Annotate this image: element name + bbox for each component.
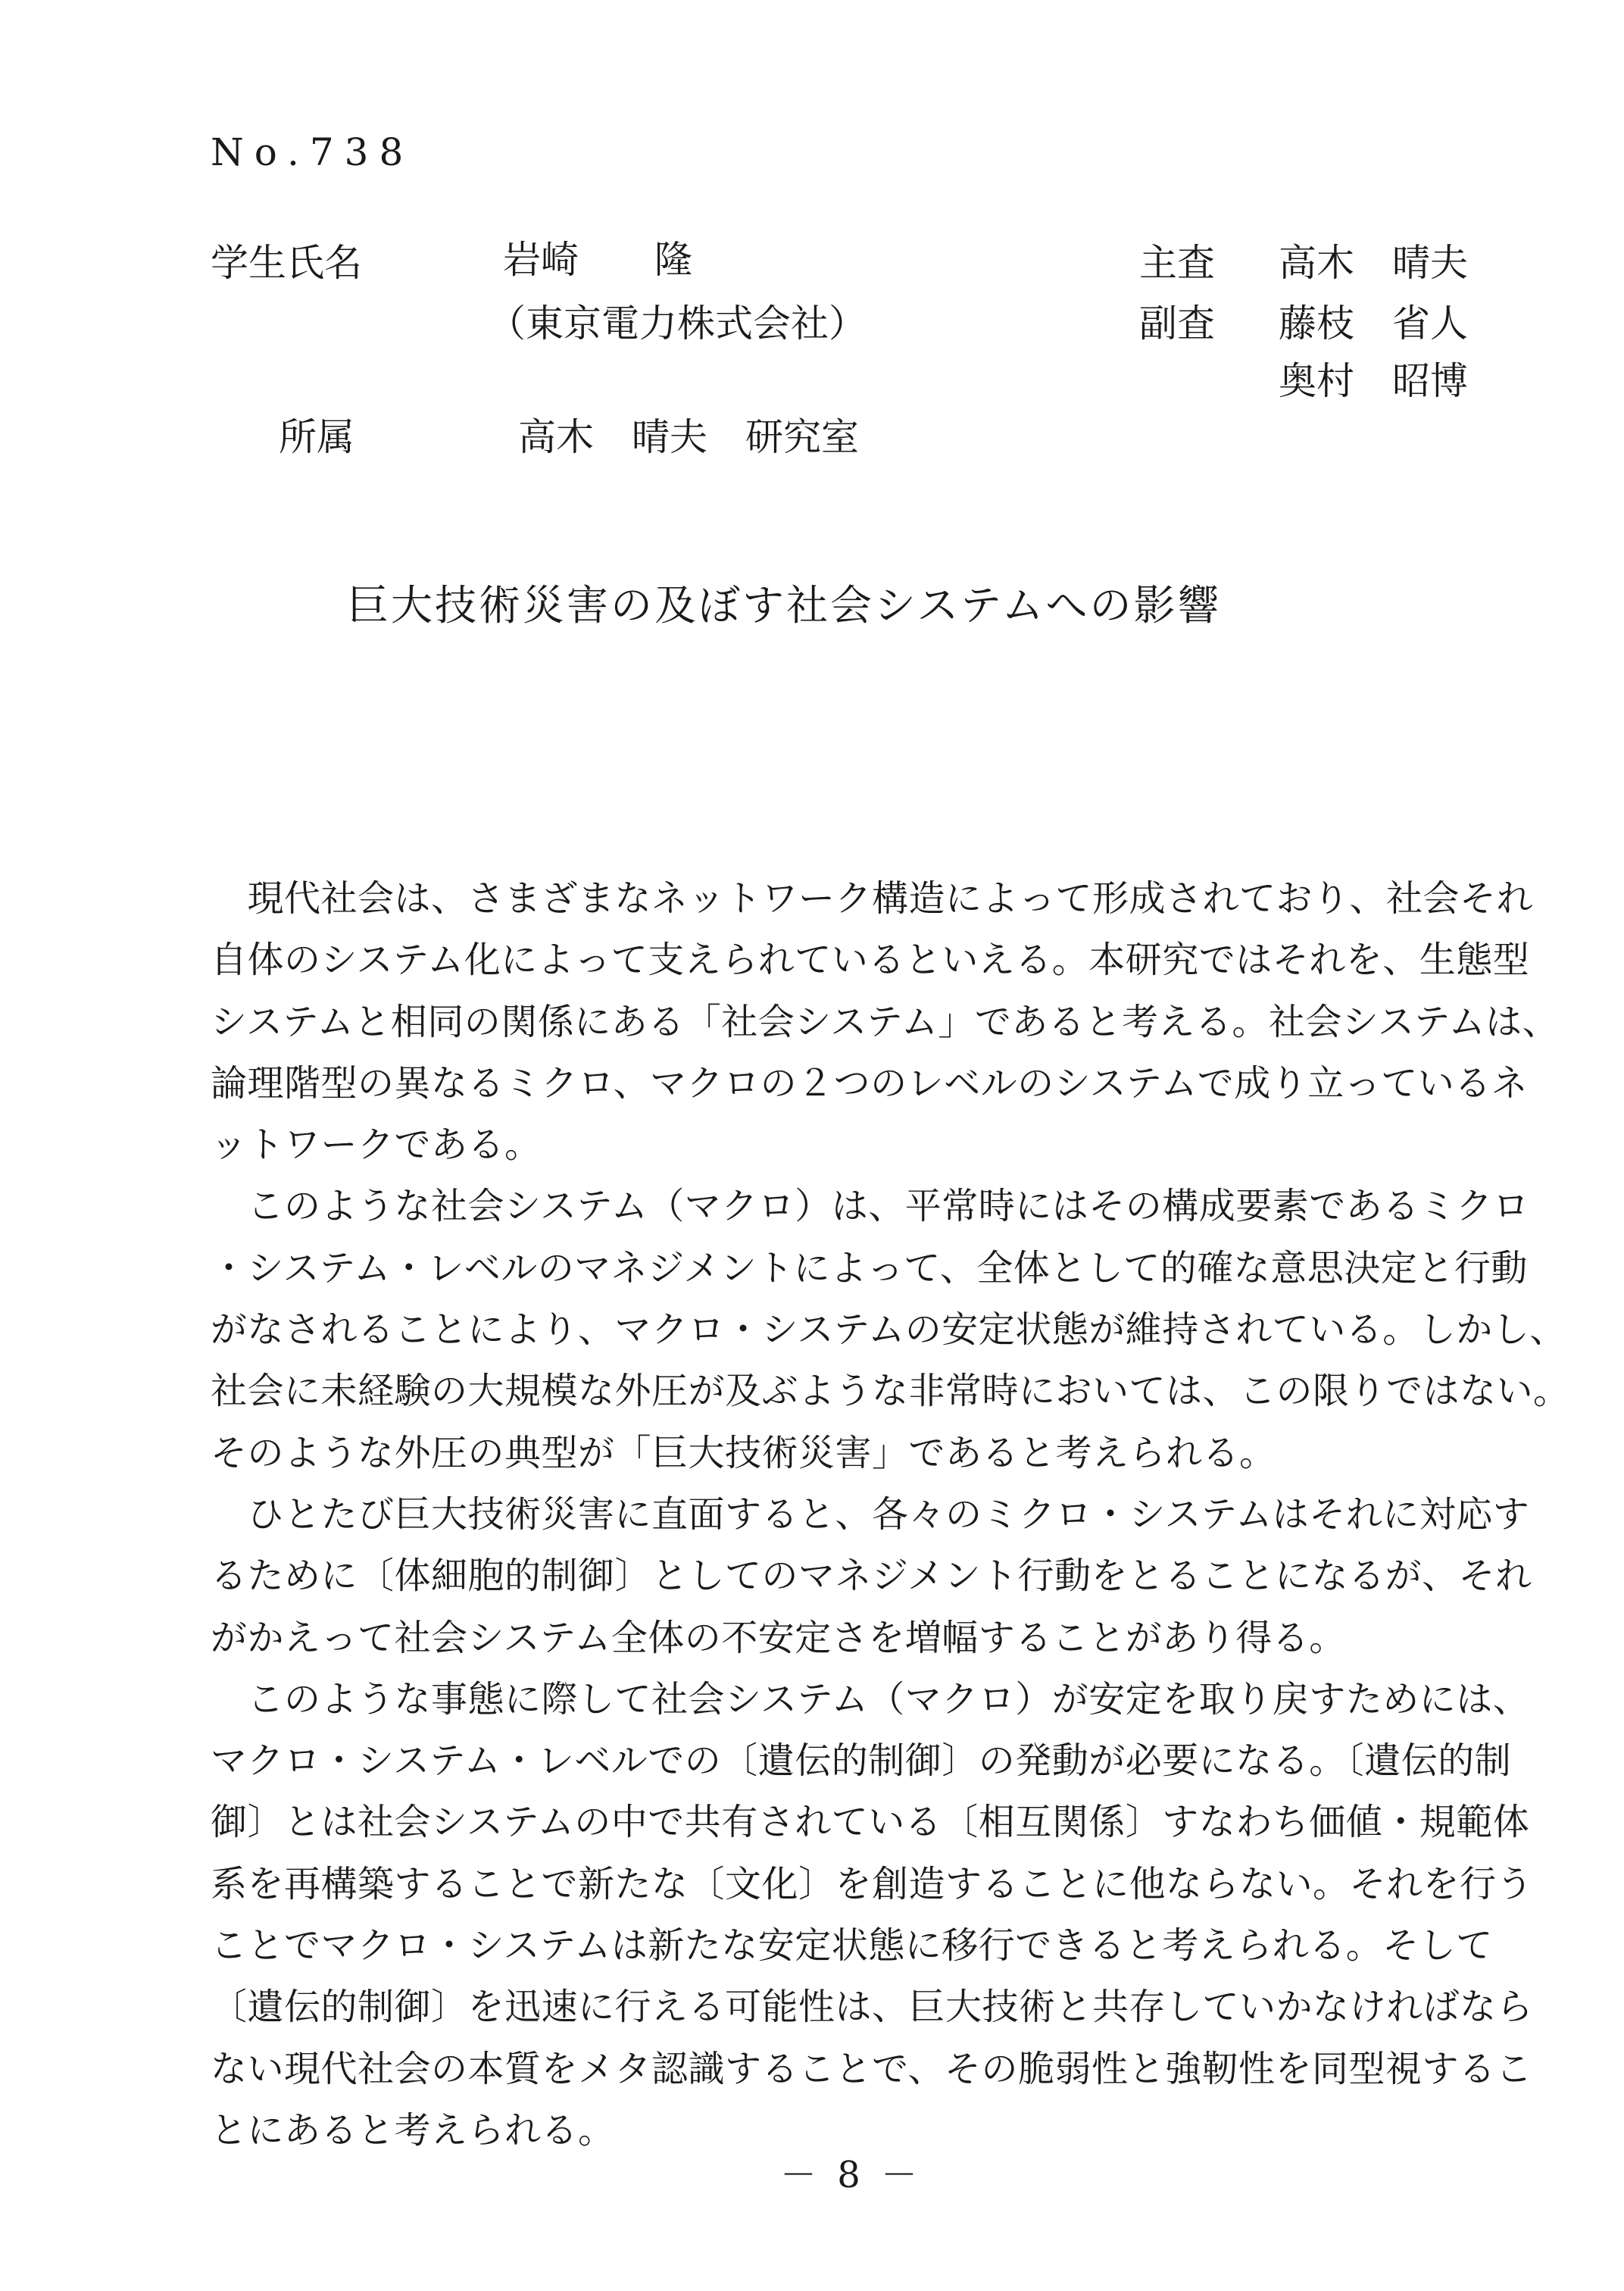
body-line: ない現代社会の本質をメタ認識することで、その脆弱性と強靭性を同型視するこ xyxy=(211,2047,1533,2090)
body-line: るために〔体細胞的制御〕としてのマネジメント行動をとることになるが、それ xyxy=(211,1555,1532,1598)
body-line: とにあると考えられる。 xyxy=(211,2108,615,2152)
body-line: 現代社会は、さまざまなネットワーク構造によって形成されており、社会それ xyxy=(211,877,1534,920)
body-line: このような事態に際して社会システム（マクロ）が安定を取り戻すためには、 xyxy=(211,1677,1530,1721)
lab-name: 高木 晴夫 研究室 xyxy=(518,415,859,459)
body-line: ことでマクロ・システムは新たな安定状態に移行できると考えられる。そして xyxy=(211,1924,1493,1968)
body-line: ・システム・レベルのマネジメントによって、全体として的確な意思決定と行動 xyxy=(211,1246,1528,1289)
body-line: 〔遺伝的制御〕を迅速に行える可能性は、巨大技術と共存していかなければなら xyxy=(211,1986,1534,2029)
abstract-body xyxy=(211,868,1570,2161)
body-line: がかえって社会システム全体の不安定さを増幅することがあり得る。 xyxy=(211,1616,1346,1659)
student-affiliation: （東京電力株式会社） xyxy=(488,302,867,345)
body-line: マクロ・システム・レベルでの〔遺伝的制御〕の発動が必要になる。〔遺伝的制 xyxy=(211,1739,1512,1783)
body-line: 自体のシステム化によって支えられているといえる。本研究ではそれを、生態型 xyxy=(211,939,1530,982)
body-line: 社会に未経験の大規模な外圧が及ぶような非常時においては、この限りではない。 xyxy=(211,1370,1570,1413)
vice-examiner-label: 副査 xyxy=(1139,302,1215,345)
body-line: 系を再構築することで新たな〔文化〕を創造することに他ならない。それを行う xyxy=(211,1862,1534,1905)
chief-examiner-name: 高木 晴夫 xyxy=(1279,241,1468,285)
vice-examiner-name: 奥村 昭博 xyxy=(1279,359,1468,403)
body-line: このような社会システム（マクロ）は、平常時にはその構成要素であるミクロ xyxy=(211,1185,1530,1228)
vice-examiner-name: 藤枝 省人 xyxy=(1279,302,1468,345)
body-line: ットワークである。 xyxy=(211,1124,542,1167)
lab-label: 所属 xyxy=(279,415,354,459)
body-line: 論理階型の異なるミクロ、マクロの２つのレベルのシステムで成り立っているネ xyxy=(211,1061,1529,1105)
body-line: システムと相同の関係にある「社会システム」であると考える。社会システムは、 xyxy=(211,1000,1560,1043)
body-line: ひとたび巨大技術災害に直面すると、各々のミクロ・システムはそれに対応す xyxy=(211,1492,1530,1536)
page-number: － 8 － xyxy=(780,2154,923,2196)
student-label: 学生氏名 xyxy=(211,241,362,285)
document-number: No.738 xyxy=(211,130,414,174)
student-name: 岩崎 隆 xyxy=(503,238,692,282)
body-line: 御〕とは社会システムの中で共有されている〔相互関係〕すなわち価値・規範体 xyxy=(211,1801,1530,1844)
chief-examiner-label: 主査 xyxy=(1139,241,1215,285)
body-line: がなされることにより、マクロ・システムの安定状態が維持されている。しかし、 xyxy=(211,1308,1566,1352)
thesis-title: 巨大技術災害の及ぼす社会システムへの影響 xyxy=(347,581,1222,630)
body-line: そのような外圧の典型が「巨大技術災害」であると考えられる。 xyxy=(211,1431,1276,1474)
